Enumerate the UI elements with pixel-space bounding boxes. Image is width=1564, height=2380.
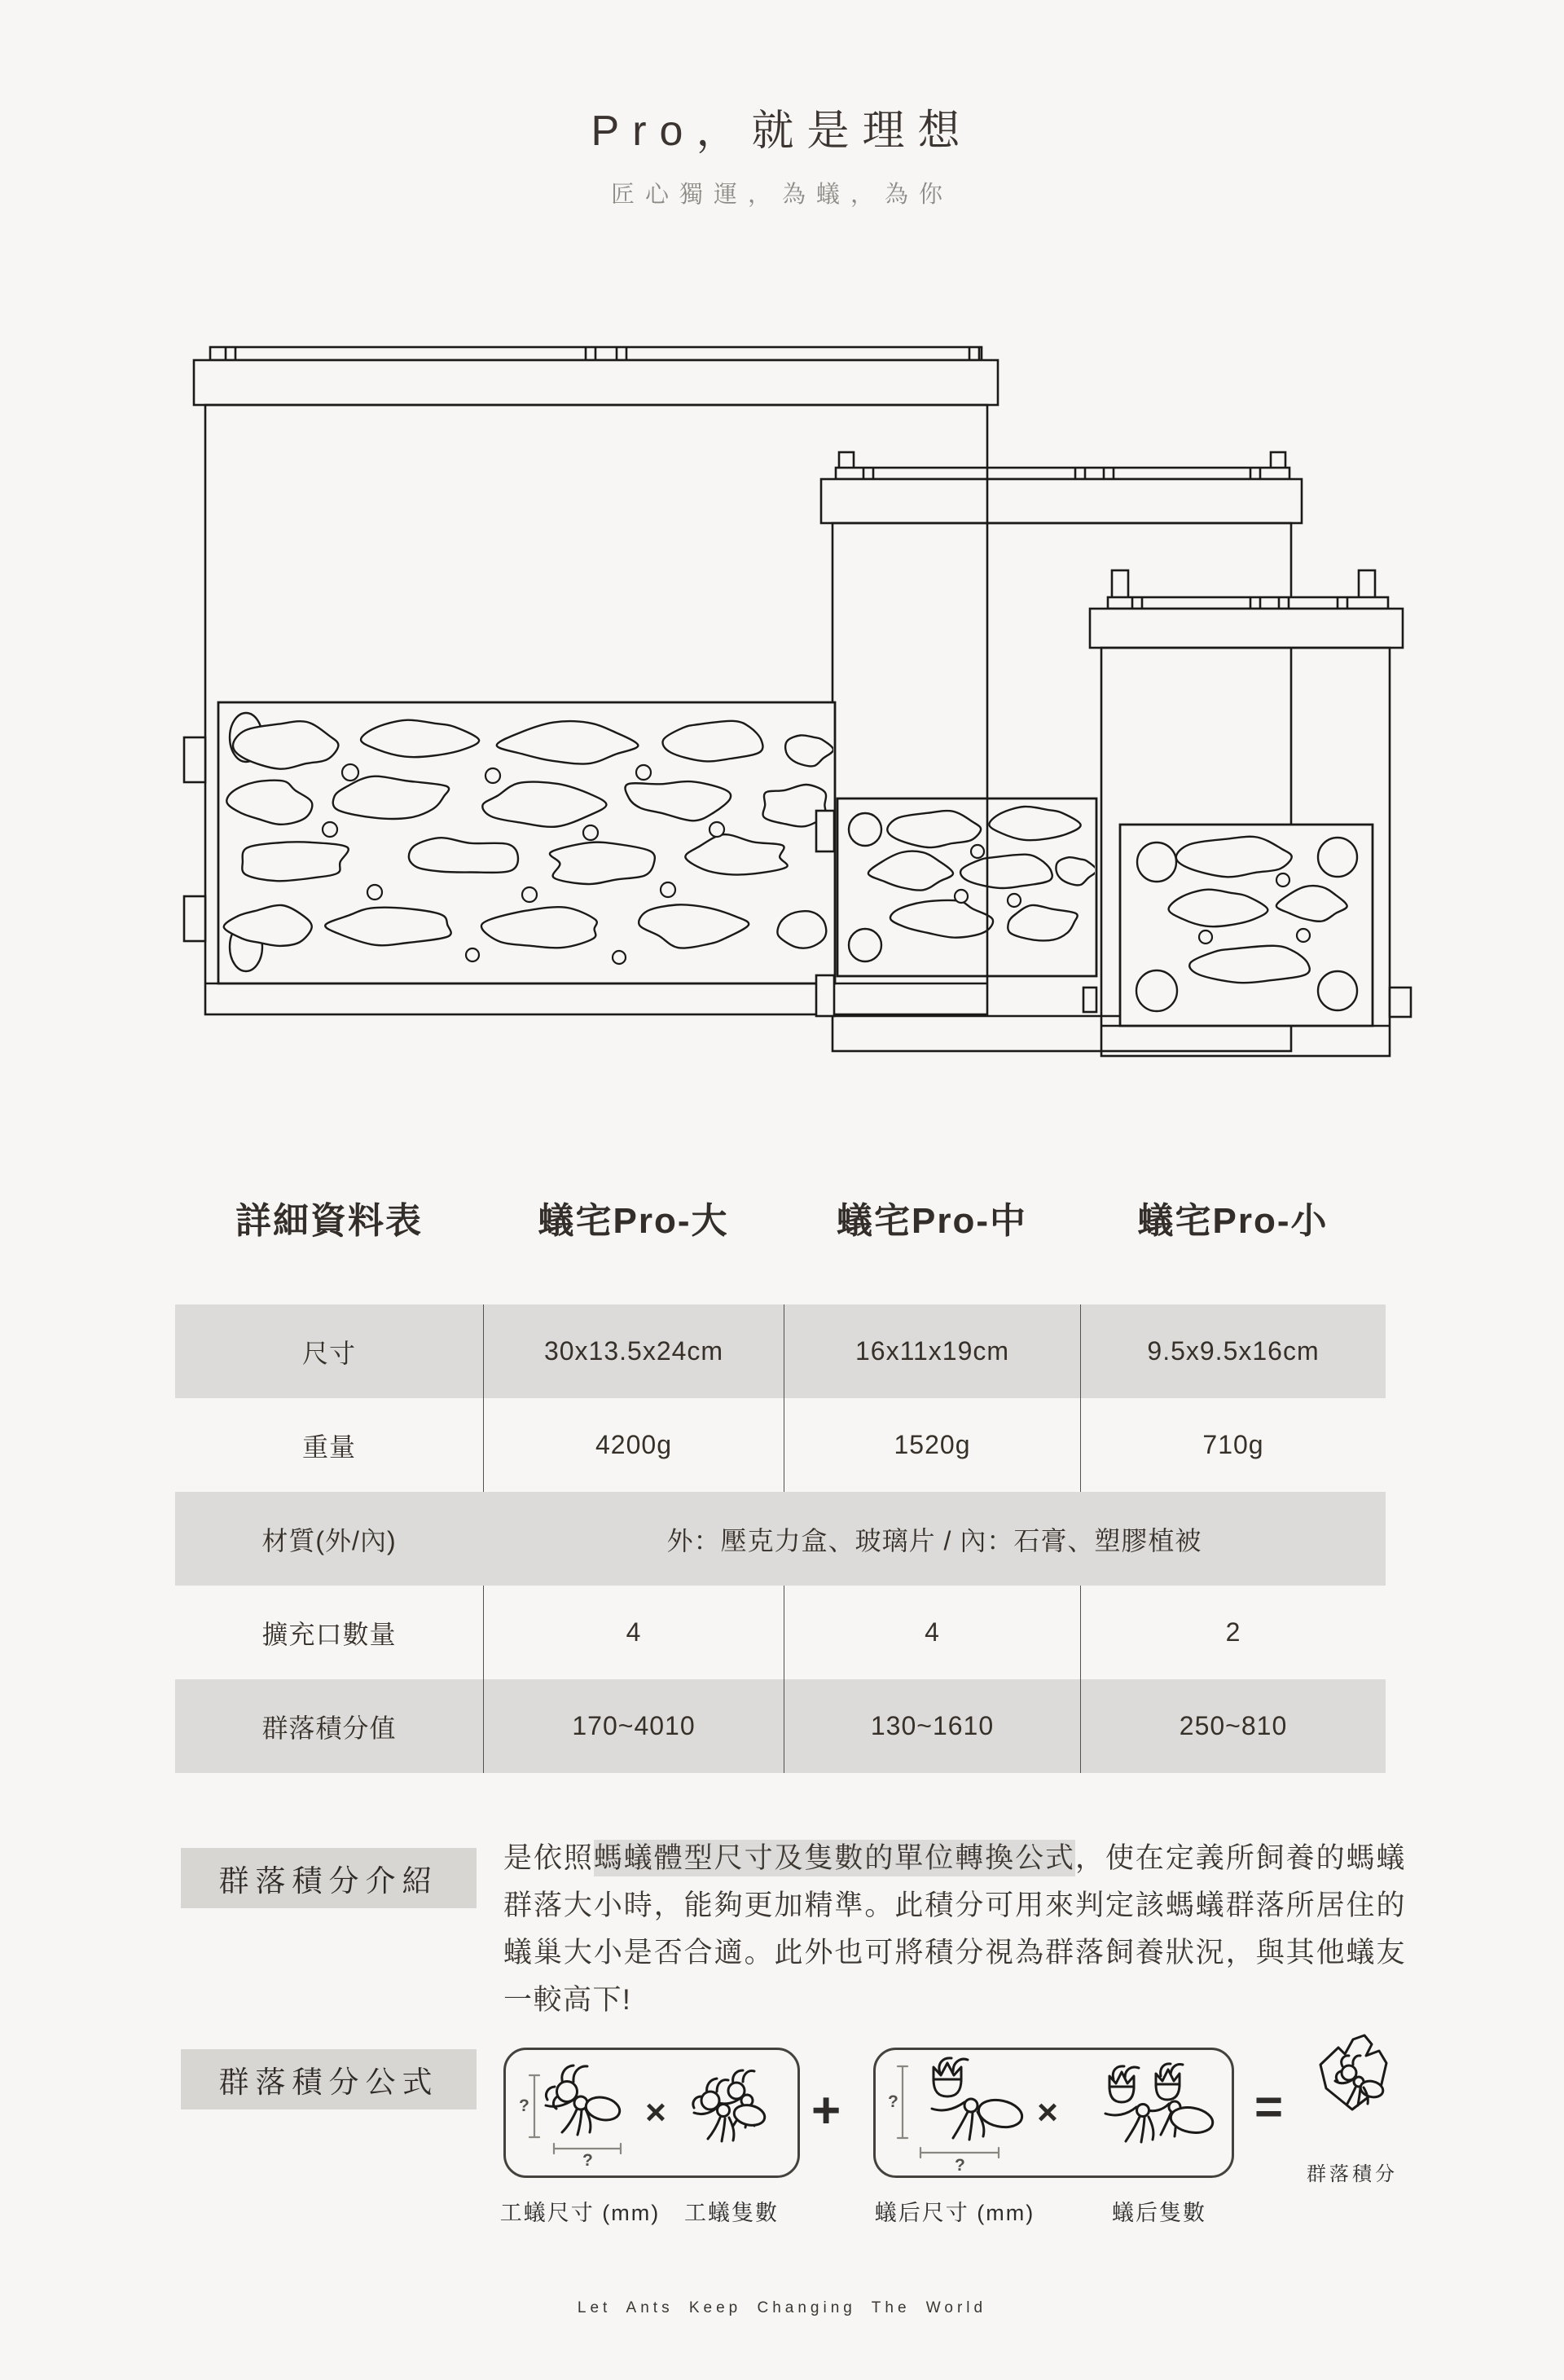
cell-value: 30x13.5x24cm (483, 1304, 784, 1398)
worker-count-caption: 工蟻隻數 (684, 2201, 779, 2225)
colony-score-formula-label: 群落積分公式 (181, 2049, 477, 2109)
worker-formula-box (503, 2048, 800, 2178)
cell-value: 710g (1080, 1398, 1386, 1492)
row-label: 重量 (301, 1432, 356, 1462)
colony-score-intro-label: 群落積分介紹 (181, 1848, 477, 1908)
cell-value: 1520g (784, 1398, 1080, 1492)
cell-value: 16x11x19cm (784, 1304, 1080, 1398)
intro-text-after: ，使在定義所飼養的螞蟻群落大小時，能夠更加精準。此積分可用來判定該螞蟻群落所居住的蟻巢大小是否合適。此外也可將積分視為群落飼養狀況，與其他蟻友一較高下! (503, 1842, 1406, 2016)
row-label: 群落積分值 (261, 1713, 397, 1743)
intro-text-highlight: 螞蟻體型尺寸及隻數的單位轉換公式 (594, 1840, 1075, 1876)
table-row-ports (175, 1586, 1386, 1679)
table-row-material (175, 1492, 1386, 1586)
worker-ant-group-icon (671, 2067, 785, 2158)
queen-ant-group-icon (1065, 2061, 1219, 2164)
footer-slogan: Let Ants Keep Changing The World (577, 2299, 987, 2316)
row-label: 材質(外/內) (261, 1525, 397, 1555)
cell-value: 2 (1080, 1586, 1386, 1679)
row-label: 擴充口數量 (261, 1619, 397, 1649)
multiply-operator: × (1037, 2092, 1058, 2132)
multiply-operator: × (645, 2092, 666, 2132)
cell-value: 4200g (483, 1398, 784, 1492)
page-subtitle: 匠心獨運，為蟻，為你 (610, 182, 953, 208)
colony-score-intro-text (503, 1835, 1406, 2024)
queen-size-caption: 蟻后尺寸 (mm) (874, 2201, 1035, 2225)
equals-operator: = (1254, 2079, 1284, 2134)
cell-value-merged: 外：壓克力盒、玻璃片 / 內：石膏、塑膠植被 (666, 1525, 1202, 1555)
queen-ant-measured-icon (888, 2053, 1030, 2172)
svg-text:?: ? (888, 2092, 898, 2111)
page-title: Pro，就是理想 (591, 108, 973, 155)
products-line-drawing-icon (147, 326, 1417, 1076)
spec-table-header (175, 1191, 1386, 1240)
table-row-colony-score (175, 1679, 1386, 1773)
intro-text-before: 是依照 (503, 1842, 594, 1874)
colony-score-crest-icon (1307, 2030, 1401, 2149)
cell-value: 250~810 (1080, 1679, 1386, 1773)
column-pro-large: 蟻宅Pro-大 (538, 1201, 729, 1241)
svg-text:?: ? (582, 2151, 593, 2167)
cell-value: 4 (784, 1586, 1080, 1679)
svg-text:?: ? (519, 2096, 529, 2115)
spec-table (175, 1304, 1386, 1773)
queen-count-caption: 蟻后隻數 (1112, 2201, 1206, 2225)
column-pro-medium: 蟻宅Pro-中 (837, 1201, 1027, 1241)
cell-value: 4 (483, 1586, 784, 1679)
table-row-weight (175, 1398, 1386, 1492)
cell-value: 130~1610 (784, 1679, 1080, 1773)
cell-value: 170~4010 (483, 1679, 784, 1773)
cell-value: 9.5x9.5x16cm (1080, 1304, 1386, 1398)
table-row-size (175, 1304, 1386, 1398)
column-pro-small: 蟻宅Pro-小 (1137, 1201, 1329, 1241)
queen-formula-box (873, 2048, 1234, 2178)
svg-text:?: ? (955, 2156, 965, 2172)
plus-operator: + (811, 2083, 841, 2139)
spec-table-title: 詳細資料表 (235, 1201, 423, 1241)
crest-caption: 群落積分 (1307, 2163, 1398, 2185)
worker-size-caption: 工蟻尺寸 (mm) (499, 2201, 661, 2225)
worker-ant-measured-icon (518, 2059, 640, 2167)
row-label: 尺寸 (301, 1338, 356, 1368)
